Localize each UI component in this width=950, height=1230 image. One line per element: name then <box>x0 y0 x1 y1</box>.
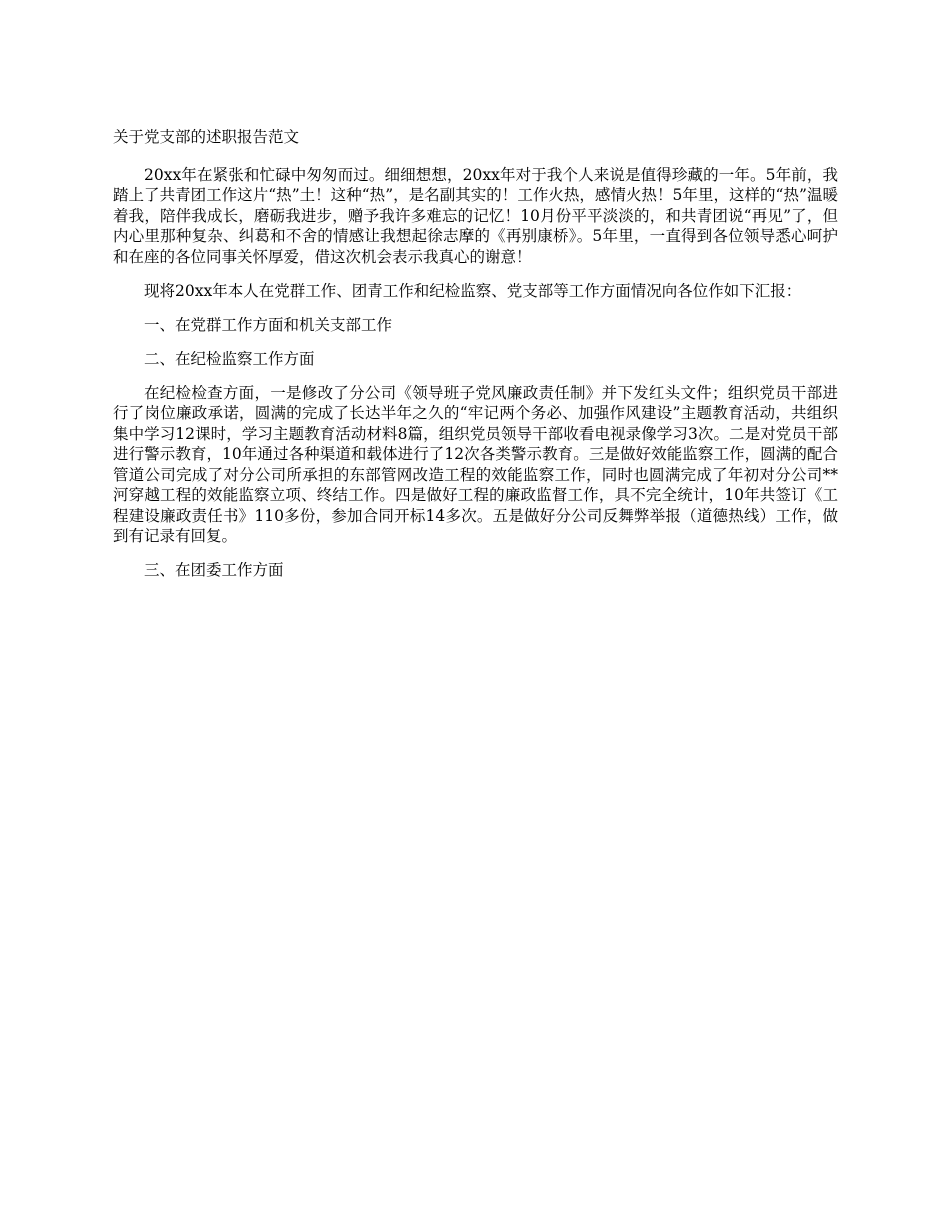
discipline-inspection-paragraph: 在纪检检查方面，一是修改了分公司《领导班子党风廉政责任制》并下发红头文件；组织党员干部进行了岗位廉政承诺，圆满的完成了长达半年之久的“牢记两个务必、加强作风建设”主题教育活动，共组织集中学习12课时，学习主题教育活动材料8篇，组织党员领导干部收看电视录像学习3次。二是对党员干部进行警示教育，10年通过各种渠道和载体进行了12次各类警示教育。三是做好效能监察工作，圆满的配合管道公司完成了对分公司所承担的东部管网改造工程的效能监察工作，同时也圆满完成了年初对分公司**河穿越工程的效能监察立项、终结工作。四是做好工程的廉政监督工作，具不完全统计，10年共签订《工程建设廉政责任书》110多份，参加合同开标14多次。五是做好分公司反舞弊举报（道德热线）工作，做到有记录有回复。 <box>113 383 838 545</box>
document-title: 关于党支部的述职报告范文 <box>113 128 300 146</box>
intro-paragraph: 20xx年在紧张和忙碌中匆匆而过。细细想想，20xx年对于我个人来说是值得珍藏的一年。5年前，我踏上了共青团工作这片“热”土！这种“热”，是名副其实的！工作火热，感情火热！5年里，这样的“热”温暖着我，陪伴我成长，磨砺我进步，赠予我许多难忘的记忆！10月份平平淡淡的，和共青团说“再见”了，但内心里那种复杂、纠葛和不舍的情感让我想起徐志摩的《再别康桥》。5年里，一直得到各位领导悉心呵护和在座的各位同事关怀厚爱，借这次机会表示我真心的谢意！ <box>113 165 838 266</box>
section-heading-youth-league: 三、在团委工作方面 <box>144 561 284 579</box>
report-intro-paragraph: 现将20xx年本人在党群工作、团青工作和纪检监察、党支部等工作方面情况向各位作如下汇报： <box>144 281 802 300</box>
document-page <box>113 127 838 594</box>
section-heading-discipline-inspection: 二、在纪检监察工作方面 <box>144 349 315 368</box>
section-heading-party-work: 一、在党群工作方面和机关支部工作 <box>144 315 393 334</box>
